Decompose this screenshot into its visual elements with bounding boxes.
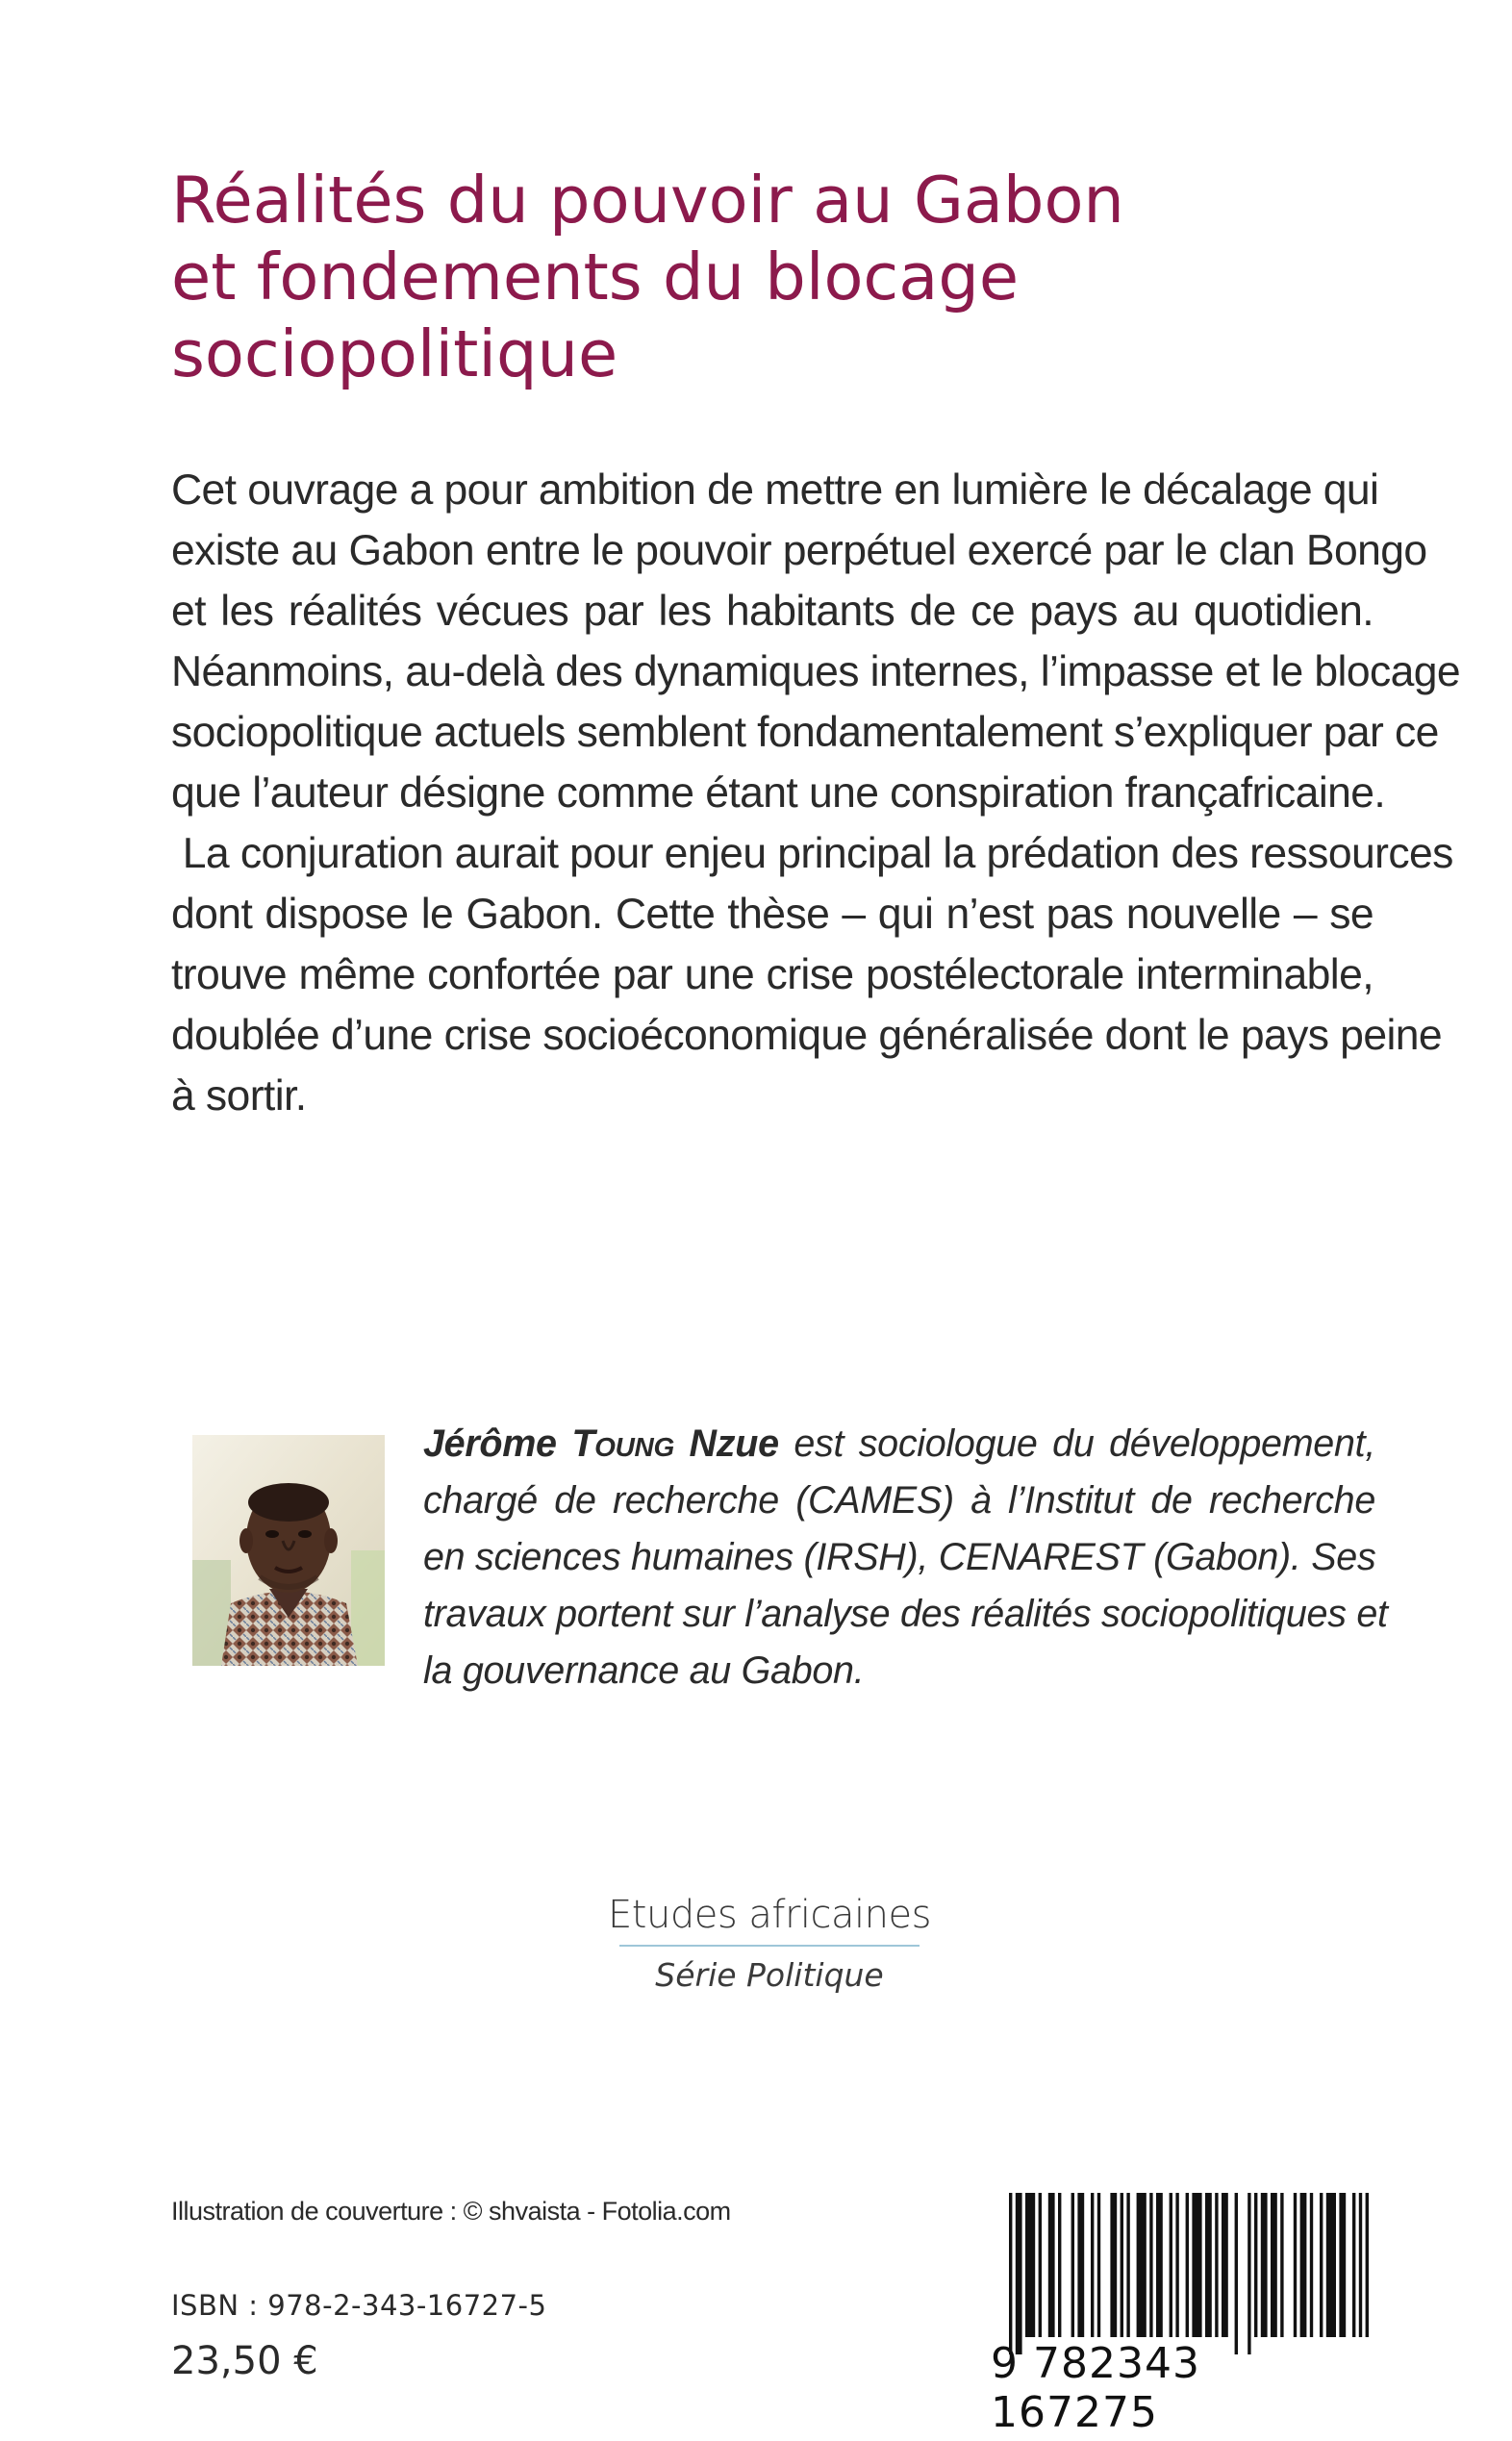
barcode-bar xyxy=(1156,2193,1163,2337)
barcode-bar xyxy=(1366,2193,1369,2337)
barcode-bar xyxy=(1247,2193,1250,2354)
barcode-bar xyxy=(1110,2193,1117,2337)
author-bio-line: la gouvernance au Gabon. xyxy=(423,1649,865,1692)
barcode-bar xyxy=(1280,2193,1283,2337)
blurb-line: existe au Gabon entre le pouvoir perpétuel exercé par le clan Bongo xyxy=(171,527,1427,574)
barcode-bar xyxy=(1300,2193,1307,2337)
barcode-bar xyxy=(1205,2193,1212,2337)
blurb-line: doublée d’une crise socioéconomique généralisée dont le pays peine xyxy=(171,1012,1443,1059)
series-name: Etudes africaines xyxy=(608,1893,931,1937)
barcode-bar xyxy=(1025,2193,1035,2337)
barcode-bar xyxy=(1126,2193,1129,2337)
barcode-bar xyxy=(1077,2193,1084,2337)
book-title-line-3: sociopolitique xyxy=(171,316,618,391)
author-surname: Toung xyxy=(571,1422,674,1465)
author-bio-line: chargé de recherche (CAMES) à l’Institut de recherche xyxy=(423,1479,1375,1522)
barcode-bar xyxy=(1222,2193,1228,2337)
series-label xyxy=(606,1893,933,1994)
barcode-bar xyxy=(1048,2193,1055,2337)
barcode-bar xyxy=(1235,2193,1238,2354)
author-photo xyxy=(192,1435,385,1666)
barcode-bar xyxy=(1192,2193,1201,2337)
barcode-bar xyxy=(1121,2193,1123,2337)
barcode-bar xyxy=(1359,2193,1362,2337)
author-first-name: Jérôme xyxy=(423,1422,572,1465)
barcode-bar xyxy=(1137,2193,1147,2337)
blurb-line: et les réalités vécues par les habitants de ce pays au quotidien. xyxy=(171,588,1373,635)
barcode-bar xyxy=(1058,2193,1061,2337)
blurb-line: trouve même confortée par une crise postélectorale interminable, xyxy=(171,951,1373,998)
barcode-bar xyxy=(1320,2193,1323,2337)
barcode-bar xyxy=(1254,2193,1257,2337)
barcode-bar xyxy=(1261,2193,1268,2337)
blurb-line: Néanmoins, au-delà des dynamiques internes, l’impasse et le blocage xyxy=(171,648,1461,695)
barcode-bar xyxy=(1170,2193,1172,2337)
barcode-bar xyxy=(1071,2193,1074,2337)
barcode-bar xyxy=(1310,2193,1313,2337)
barcode-bar xyxy=(1339,2193,1346,2337)
blurb-line: que l’auteur désigne comme étant une conspiration françafricaine. xyxy=(171,769,1386,817)
author-bio-line xyxy=(423,1416,1375,1472)
cover-illustration-credit: Illustration de couverture : © shvaista - Fotolia.com xyxy=(171,2197,731,2226)
series-subseries: Série Politique xyxy=(655,1956,884,1994)
author-bio-text: est sociologue du développement, xyxy=(778,1422,1375,1465)
barcode-bar xyxy=(1326,2193,1336,2337)
barcode-bar xyxy=(1149,2193,1152,2337)
barcode-bar xyxy=(1352,2193,1355,2337)
barcode-bar xyxy=(1271,2193,1277,2337)
barcode-bar xyxy=(1215,2193,1218,2337)
book-title-line-1: Réalités du pouvoir au Gabon xyxy=(171,163,1124,238)
isbn: ISBN : 978-2-343-16727-5 xyxy=(171,2289,547,2322)
barcode-bar xyxy=(1175,2193,1178,2337)
price: 23,50 € xyxy=(171,2339,318,2383)
barcode-bar xyxy=(1097,2193,1100,2337)
author-bio-line: travaux portent sur l’analyse des réalités sociopolitiques et xyxy=(423,1593,1388,1635)
author-bio-line: en sciences humaines (IRSH), CENAREST (Gabon). Ses xyxy=(423,1536,1376,1578)
back-cover-blurb xyxy=(171,460,1461,1126)
barcode-bar xyxy=(1009,2193,1012,2354)
barcode-digits: 9 782343 167275 xyxy=(991,2339,1200,2437)
blurb-line: Cet ouvrage a pour ambition de mettre en lumière le décalage qui xyxy=(171,466,1379,514)
barcode-bar xyxy=(1186,2193,1189,2337)
barcode-bar xyxy=(1294,2193,1297,2337)
book-title xyxy=(171,162,1373,392)
author-biography xyxy=(423,1416,1388,1699)
blurb-line: à sortir. xyxy=(171,1072,307,1120)
author-surname-second: Nzue xyxy=(673,1422,779,1465)
barcode-bar xyxy=(1091,2193,1094,2337)
book-title-line-2: et fondements du blocage xyxy=(171,239,1020,315)
barcode-bar xyxy=(1039,2193,1042,2337)
barcode-bar xyxy=(1016,2193,1022,2354)
blurb-line: dont dispose le Gabon. Cette thèse – qui n’est pas nouvelle – se xyxy=(171,891,1373,938)
blurb-line: sociopolitique actuels semblent fondamentalement s’expliquer par ce xyxy=(171,709,1439,756)
blurb-line: La conjuration aurait pour enjeu principal la prédation des ressources xyxy=(171,830,1453,877)
series-divider xyxy=(619,1945,920,1947)
